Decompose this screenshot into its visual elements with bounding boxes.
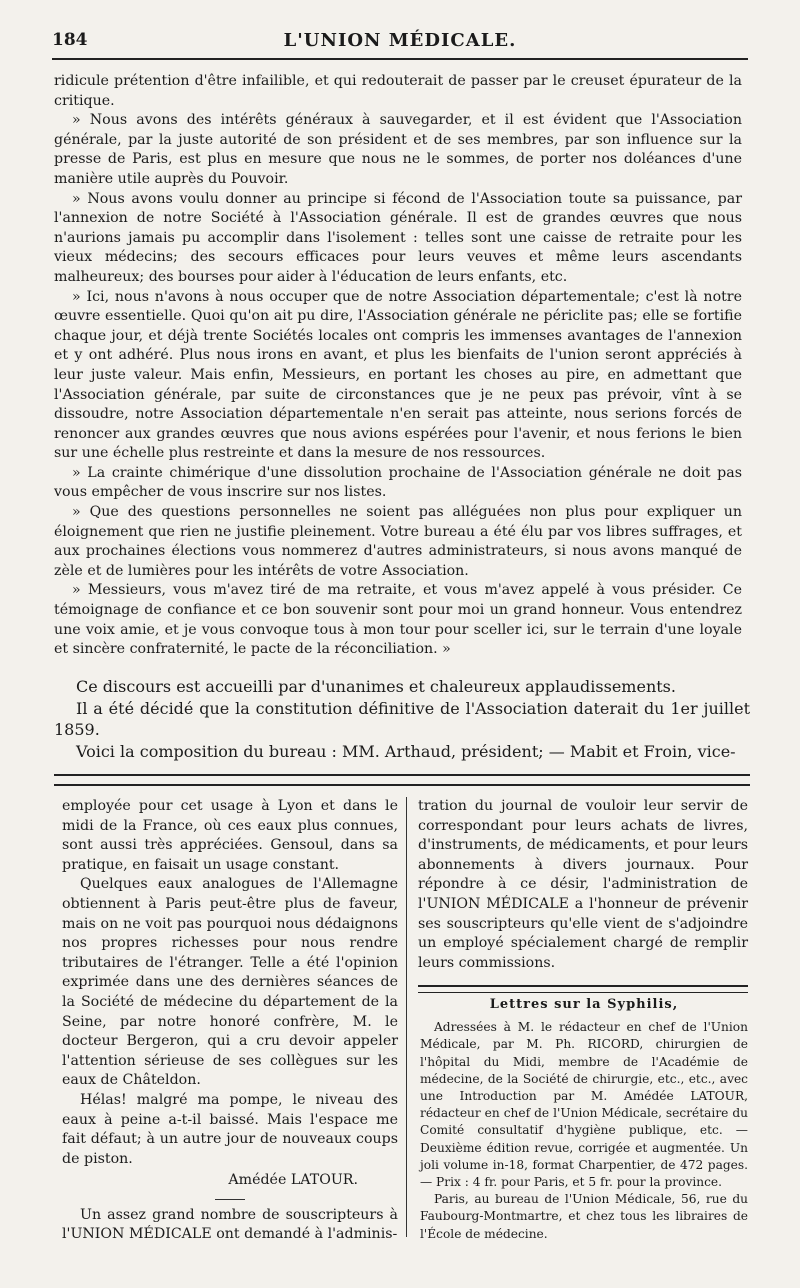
advertisement-rule: [418, 985, 748, 993]
column-divider: [406, 797, 407, 1237]
speech-paragraph: » La crainte chimérique d'une dissolution prochaine de l'Association générale ne doit pas vous empêcher de vous inscrire sur nos listes.: [54, 464, 742, 501]
advertisement-address: Paris, au bureau de l'Union Médicale, 56, rue du Faubourg-Montmartre, et chez tous les libraires de l'École de médecine.: [420, 1192, 748, 1241]
speech-paragraph: » Que des questions personnelles ne soient pas alléguées non plus pour expliquer un éloignement que rien ne justifie pleinement. Votre bureau a été élu par vos libres suffrages, et aux prochaines élections vous nommerez d'autres administrateurs, si nous avons manqué de zèle et de lumières pour les intérêts de votre Association.: [54, 504, 742, 579]
subscriber-notice-start: Un assez grand nombre de souscripteurs à l'UNION MÉDICALE ont demandé à l'adminis-: [62, 1206, 398, 1243]
column-paragraph: Hélas! malgré ma pompe, le niveau des eaux à peine a-t-il baissé. Mais l'espace me fait défaut; à un autre jour de nouveaux coups de piston.: [62, 1091, 398, 1167]
book-advertisement: [420, 996, 748, 1243]
speech-paragraph: » Ici, nous n'avons à nous occuper que de notre Association départementale; c'est là notre œuvre essentielle. Quoi qu'on ait pu dire, l'Association générale ne périclite pas; elle se fortifie chaque jour, et déjà trente Sociétés locales ont compris les immenses avantages de l'annexion et y ont adhéré. Plus nous irons en avant, et plus les bienfaits de l'union seront appréciés à leur juste valeur. Mais enfin, Messieurs, en portant les choses au pire, en admettant que l'Association générale, par suite de circonstances que je ne peux pas prévoir, vînt à se dissoudre, notre Association départementale n'en serait pas atteinte, nous serions forcés de renoncer aux grandes œuvres que nous avions espérées pour l'avenir, et nous ferions le bien sur une échelle plus restreinte et dans la mesure de nos ressources.: [54, 288, 742, 462]
author-signature: Amédée LATOUR.: [228, 1172, 358, 1189]
meeting-report: [54, 676, 750, 762]
subscriber-notice-continued: tration du journal de vouloir leur servir de correspondant pour leurs achats de livres, d'instruments, de médicaments, et pour leurs abonnements à divers journaux. Pour répondre à ce désir, l'administration de l'UNION MÉDICALE a l'honneur de prévenir ses souscripteurs qu'elle vient de s'adjoindre un employé spécialement chargé de remplir leurs commissions.: [418, 798, 748, 971]
speech-text: [54, 72, 742, 660]
speech-paragraph: » Messieurs, vous m'avez tiré de ma retraite, et vous m'avez appelé à vous présider. Ce témoignage de confiance et ce bon souvenir sont pour moi un grand honneur. Vous entendrez une voix amie, et je vous convoque tous à mon tour pour sceller ici, sur le terrain d'une loyale et sincère confraternité, le pacte de la réconciliation. »: [54, 582, 742, 658]
report-paragraph: Ce discours est accueilli par d'unanimes et chaleureux applaudissements.: [76, 677, 676, 696]
advertisement-body: Adressées à M. le rédacteur en chef de l'Union Médicale, par M. Ph. RICORD, chirurgien de l'hôpital du Midi, membre de l'Académie de médecine, de la Société de chirurgie, etc., etc., avec une Introduction par M. Amédée LATOUR, rédacteur en chef de l'Union Médicale, secrétaire du Comité consultatif d'hygiène publique, etc. — Deuxième édition revue, corrigée et augmentée. Un joli volume in-18, format Charpentier, de 472 pages. — Prix : 4 fr. pour Paris, et 5 fr. pour la province.: [420, 1020, 748, 1190]
speech-paragraph: » Nous avons voulu donner au principe si fécond de l'Association toute sa puissance, par l'annexion de notre Société à l'Association générale. Il est de grandes œuvres que nous n'aurions jamais pu accomplir dans l'isolement : telles sont une caisse de retraite pour les vieux médecins; des secours efficaces pour leurs veuves et même leurs ascendants malheureux; des bourses pour aider à l'éducation de leurs enfants, etc.: [54, 190, 742, 285]
column-paragraph: employée pour cet usage à Lyon et dans le midi de la France, où ces eaux plus connues, sont aussi très appréciées. Gensoul, dans sa pratique, en faisait un usage constant.: [62, 798, 398, 873]
journal-title: L'UNION MÉDICALE.: [283, 30, 517, 51]
speech-paragraph: ridicule prétention d'être infailible, et qui redouterait de passer par le creuset épurateur de la critique.: [54, 73, 742, 109]
report-paragraph: Il a été décidé que la constitution définitive de l'Association daterait du 1er juillet 1859.: [54, 698, 750, 739]
page-number: 184: [52, 30, 88, 50]
signature-rule: [215, 1199, 245, 1200]
page-header: [52, 28, 748, 60]
speech-paragraph: » Nous avons des intérêts généraux à sauvegarder, et il est évident que l'Association générale, par la juste autorité de son président et de ses membres, par son influence sur la presse de Paris, est plus en mesure que nous ne le sommes, de porter nos doléances d'une manière utile auprès du Pouvoir.: [54, 112, 742, 187]
column-paragraph: Quelques eaux analogues de l'Allemagne obtiennent à Paris peut-être plus de faveur, mais on ne voit pas pourquoi nous dédaignons nos propres richesses pour nous rendre tributaires de l'étranger. Telle a été l'opinion exprimée dans une des dernières séances de la Société de médecine du département de la Seine, par notre honoré confrère, M. le docteur Bergeron, qui a cru devoir appeler l'attention sérieuse de ses collègues sur les eaux de Châteldon.: [62, 876, 398, 1089]
advertisement-title: Lettres sur la Syphilis,: [489, 997, 679, 1012]
feuilleton-right-column: [418, 797, 748, 973]
section-divider: [54, 774, 750, 786]
report-paragraph: Voici la composition du bureau : MM. Arthaud, président; — Mabit et Froin, vice-: [76, 741, 736, 761]
feuilleton-left-column: [62, 797, 398, 1245]
